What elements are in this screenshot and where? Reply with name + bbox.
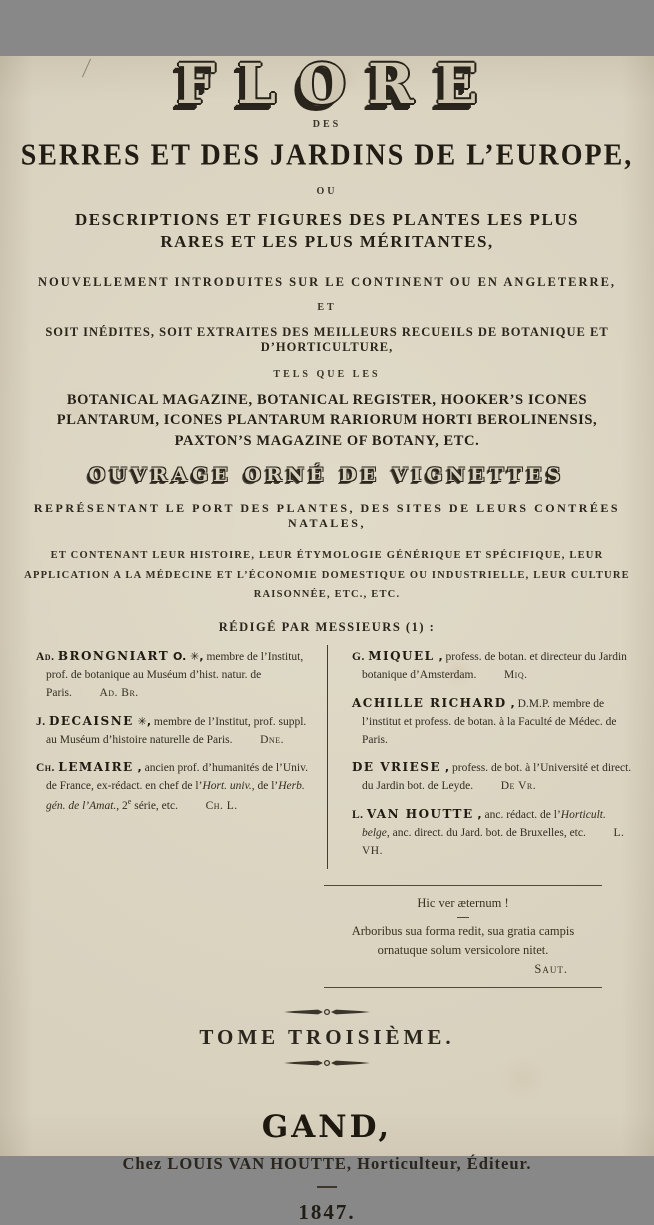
editor-description-segment: membre de l’Institut, prof. suppl. au Muséum d’histoire naturelle de Paris. [46,715,307,746]
editor-description-segment: Hort. univ. [202,780,252,793]
subtitle: DESCRIPTIONS ET FIGURES DES PLANTES LES PLUS RARES ET LES PLUS MÉRITANTES, [74,210,580,252]
ornament-divider-top [284,1006,370,1018]
motto-line3: ornatuque solum versicolore nitet. [377,942,549,957]
editors-column-left [18,645,327,869]
editor-name-prefix: L. [352,809,367,822]
editor-entry [22,647,319,702]
editor-signature: Ad. Br. [99,686,139,699]
editor-decoration: , [434,650,443,664]
editor-description-segment: série, etc. [131,799,178,812]
editor-signature: Dne. [260,733,284,746]
ornament-divider-bottom [284,1057,370,1069]
editor-description-segment: profess. de bot. à l’Université et direct. du Jardin bot. de Leyde. [362,762,632,793]
editor-surname: ACHILLE RICHARD [352,695,507,710]
editor-description-segment: , anc. direct. du Jard. bot. de Bruxelles, etc. [386,826,586,839]
line-redige-par: RÉDIGÉ PAR MESSIEURS (1) : [218,620,436,635]
motto-block [324,885,602,988]
editor-name-prefix: Ad. [36,651,58,664]
editor-decoration: , [133,761,142,775]
editors-column-right [327,645,636,869]
imprint-city: GAND, [261,1109,393,1146]
editor-decoration: , [441,761,450,775]
editor-description-segment: Horticult. belge [362,809,606,839]
editor-description-segment: , 2 [116,799,128,812]
line-contenant: ET CONTENANT LEUR HISTOIRE, LEUR ÉTYMOLOGIE GÉNÉRIQUE ET SPÉCIFIQUE, LEUR APPLICATION A LA MÉDECINE ET L’ÉCONOMIE DOMESTIQUE OU INDUSTRIELLE, LEUR CULTURE RAISONNÉE, ETC., ETC. [24,550,630,600]
editor-description-segment: profess. de botan. et directeur du Jardin botanique d’Amsterdam. [362,651,627,682]
line-soit: SOIT INÉDITES, SOIT EXTRAITES DES MEILLEURS RECUEILS DE BOTANIQUE ET D’HORTICULTURE, [45,325,609,355]
book-title-page [0,51,654,1224]
tome-label: TOME TROISIÈME. [199,1025,455,1050]
editor-surname: DE VRIESE [352,760,442,775]
editor-decoration: , [473,808,482,822]
editor-entry [338,694,636,749]
main-title: SERRES ET DES JARDINS DE L’EUROPE, [20,138,634,173]
source-publications: BOTANICAL MAGAZINE, BOTANICAL REGISTER, HOOKER’S ICONES PLANTARUM, ICONES PLANTARUM RARIORUM HORTI BEROLINENSIS, PAXTON’S MAGAZINE OF BOTANY, ETC. [56,392,598,449]
motto-rule-bottom [324,987,602,988]
editor-signature: Miq. [503,669,528,682]
editor-surname: BRONGNIART [57,649,170,664]
line-nouvellement: NOUVELLEMENT INTRODUITES SUR LE CONTINENT OU EN ANGLETERRE, [37,275,617,290]
motto-rule-top [324,885,602,886]
editor-description-segment: Herb. gén. de l’Amat. [46,780,305,812]
imprint-publisher: Chez LOUIS VAN HOUTTE, Horticulteur, Éditeur. [122,1154,532,1174]
editor-signature: L. VH. [362,826,625,857]
editor-signature: Ch. L. [205,799,238,812]
editor-name-prefix: Ch. [36,762,59,775]
editor-surname: LEMAIRE [58,760,134,775]
editor-description-segment: ancien prof. d’humanités de l’Univ. de France, ex-rédact. en chef de l’ [46,762,308,793]
editor-entry [22,712,319,750]
editor-signature: De Vr. [500,780,537,793]
editor-entry [338,805,636,860]
editor-description-segment: membre de l’Institut, prof. de botanique au Muséum d’hist. natur. de Paris. [46,651,304,699]
editor-name-prefix: J. [36,715,49,728]
motto-attribution: Saut. [534,961,568,976]
masthead-title: FLORE [176,51,500,116]
editor-description-segment: , de l’ [251,780,279,793]
motto-line2: Arboribus sua forma redit, sua gratia campis [351,924,575,939]
ouvrage-orne-line: OUVRAGE ORNÉ DE VIGNETTES [88,464,566,487]
line-tels-que-les: TELS QUE LES [273,369,381,381]
word-ou: OU [316,186,338,197]
editor-name-prefix: G. [352,651,369,664]
editor-description-segment: anc. rédact. de l’ [484,809,561,822]
editor-surname: VAN HOUTTE [366,807,474,822]
word-des: DES [312,119,342,130]
editor-description-segment: e [127,797,132,807]
editor-entry [22,758,319,815]
editor-entry [338,647,636,685]
editor-surname: MIQUEL [368,649,435,664]
imprint-year: 1847. [298,1199,356,1224]
imprint-dash [317,1186,337,1188]
word-et: ET [317,302,337,314]
editor-decoration: , [506,696,515,710]
motto-dash [457,917,469,918]
editor-description-segment: D.M.P. membre de l’institut et profess. de botan. à la Faculté de Médec. de Paris. [362,697,617,746]
editor-entry [338,758,636,796]
editor-surname: DECAISNE [49,713,134,728]
motto-line1: Hic ver æternum ! [417,896,509,911]
line-representant: REPRÉSENTANT LE PORT DES PLANTES, DES SITES DE LEURS CONTRÉES NATALES, [33,501,621,531]
editor-decoration: O. ✳, [169,650,204,664]
editor-decoration: ✳, [133,714,152,728]
editors-list [18,645,636,869]
